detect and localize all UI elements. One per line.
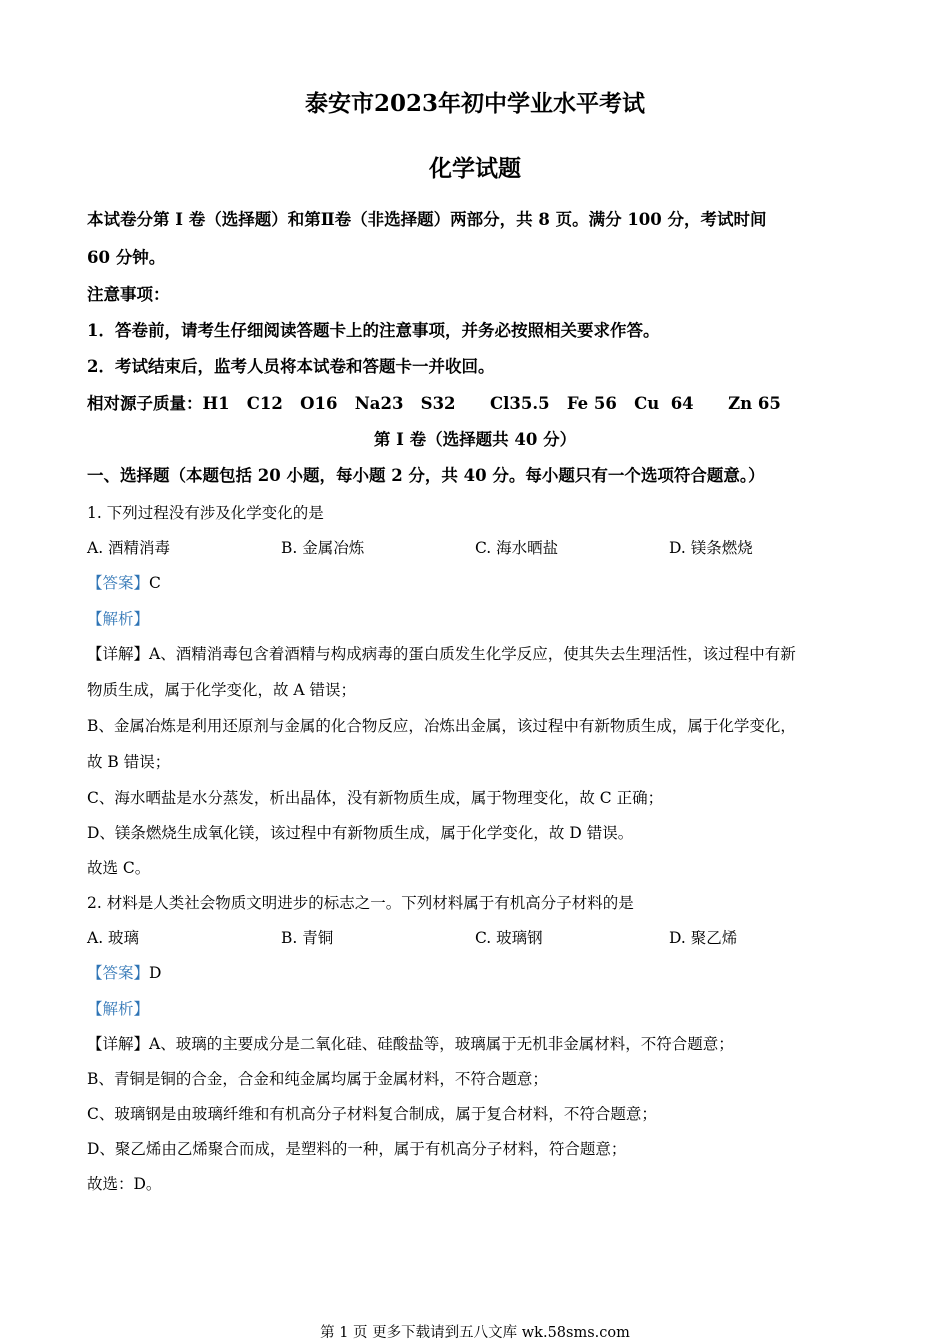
exam-title: 泰安市2023年初中学业水平考试 <box>304 90 645 117</box>
q1-detail-5: C、海水晒盐是水分蒸发，析出晶体，没有新物质生成，属于物理变化，故 C 正确； <box>87 789 664 807</box>
q1-detail-1: 【详解】A、酒精消毒包含着酒精与构成病毒的蛋白质发生化学反应，使其失去生理活性，该过程中有新 <box>87 645 796 663</box>
intro-line-1: 本试卷分第 I 卷（选择题）和第Ⅱ卷（非选择题）两部分，共 8 页。满分 100 分，考试时间 <box>87 210 767 229</box>
q2-detail-2: B、青铜是铜的合金，合金和纯金属均属于金属材料，不符合题意； <box>87 1070 548 1088</box>
q2-detail-3: C、玻璃钢是由玻璃纤维和有机高分子材料复合制成，属于复合材料，不符合题意； <box>87 1105 657 1123</box>
q2-option-d: D. 聚乙烯 <box>669 929 738 947</box>
q1-analysis-label: 【解析】 <box>87 610 150 628</box>
q1-option-b: B. 金属冶炼 <box>281 539 365 557</box>
section-heading: 一、选择题（本题包括 20 小题，每小题 2 分，共 40 分。每小题只有一个选项符合题意。） <box>87 466 765 485</box>
atomic-mass-line: 相对源子质量：H1 C12 O16 Na23 S32 Cl35.5 Fe 56 Cu 64 Zn 65 <box>87 394 781 413</box>
answer-value: D <box>149 964 162 982</box>
q1-answer <box>87 573 161 593</box>
page-footer: 第 1 页 更多下载请到五八文库 wk.58sms.com <box>320 1325 630 1341</box>
q1-option-a: A. 酒精消毒 <box>87 539 171 557</box>
q1-option-c: C. 海水晒盐 <box>475 539 559 557</box>
q1-stem: 1. 下列过程没有涉及化学变化的是 <box>87 504 324 522</box>
answer-label: 【答案】 <box>87 964 150 982</box>
exam-subtitle: 化学试题 <box>429 155 521 182</box>
q2-option-a: A. 玻璃 <box>87 929 140 947</box>
notice-2: 2．考试结束后，监考人员将本试卷和答题卡一并收回。 <box>87 357 495 376</box>
notice-1: 1．答卷前，请考生仔细阅读答题卡上的注意事项，并务必按照相关要求作答。 <box>87 321 660 340</box>
q1-detail-6: D、镁条燃烧生成氧化镁，该过程中有新物质生成，属于化学变化，故 D 错误。 <box>87 824 634 842</box>
q2-stem: 2. 材料是人类社会物质文明进步的标志之一。下列材料属于有机高分子材料的是 <box>87 894 634 912</box>
q1-detail-3: B、金属冶炼是利用还原剂与金属的化合物反应，冶炼出金属，该过程中有新物质生成，属于化学变化， <box>87 717 796 735</box>
q2-conclusion: 故选：D。 <box>87 1175 162 1193</box>
answer-value: C <box>149 574 161 592</box>
q1-detail-4: 故 B 错误； <box>87 753 171 771</box>
q2-option-b: B. 青铜 <box>281 929 334 947</box>
q2-answer <box>87 963 161 983</box>
q2-detail-4: D、聚乙烯由乙烯聚合而成，是塑料的一种，属于有机高分子材料，符合题意； <box>87 1140 627 1158</box>
intro-line-2: 60 分钟。 <box>87 248 166 267</box>
q1-detail-2: 物质生成，属于化学变化，故 A 错误； <box>87 681 357 699</box>
answer-label: 【答案】 <box>87 574 150 592</box>
q1-conclusion: 故选 C。 <box>87 859 151 877</box>
q2-analysis-label: 【解析】 <box>87 1000 150 1018</box>
q2-option-c: C. 玻璃钢 <box>475 929 543 947</box>
q2-detail-1: 【详解】A、玻璃的主要成分是二氧化硅、硅酸盐等，玻璃属于无机非金属材料，不符合题意； <box>87 1035 734 1053</box>
q1-option-d: D. 镁条燃烧 <box>669 539 753 557</box>
notice-heading: 注意事项： <box>87 285 170 304</box>
part1-heading: 第 I 卷（选择题共 40 分） <box>373 430 577 449</box>
